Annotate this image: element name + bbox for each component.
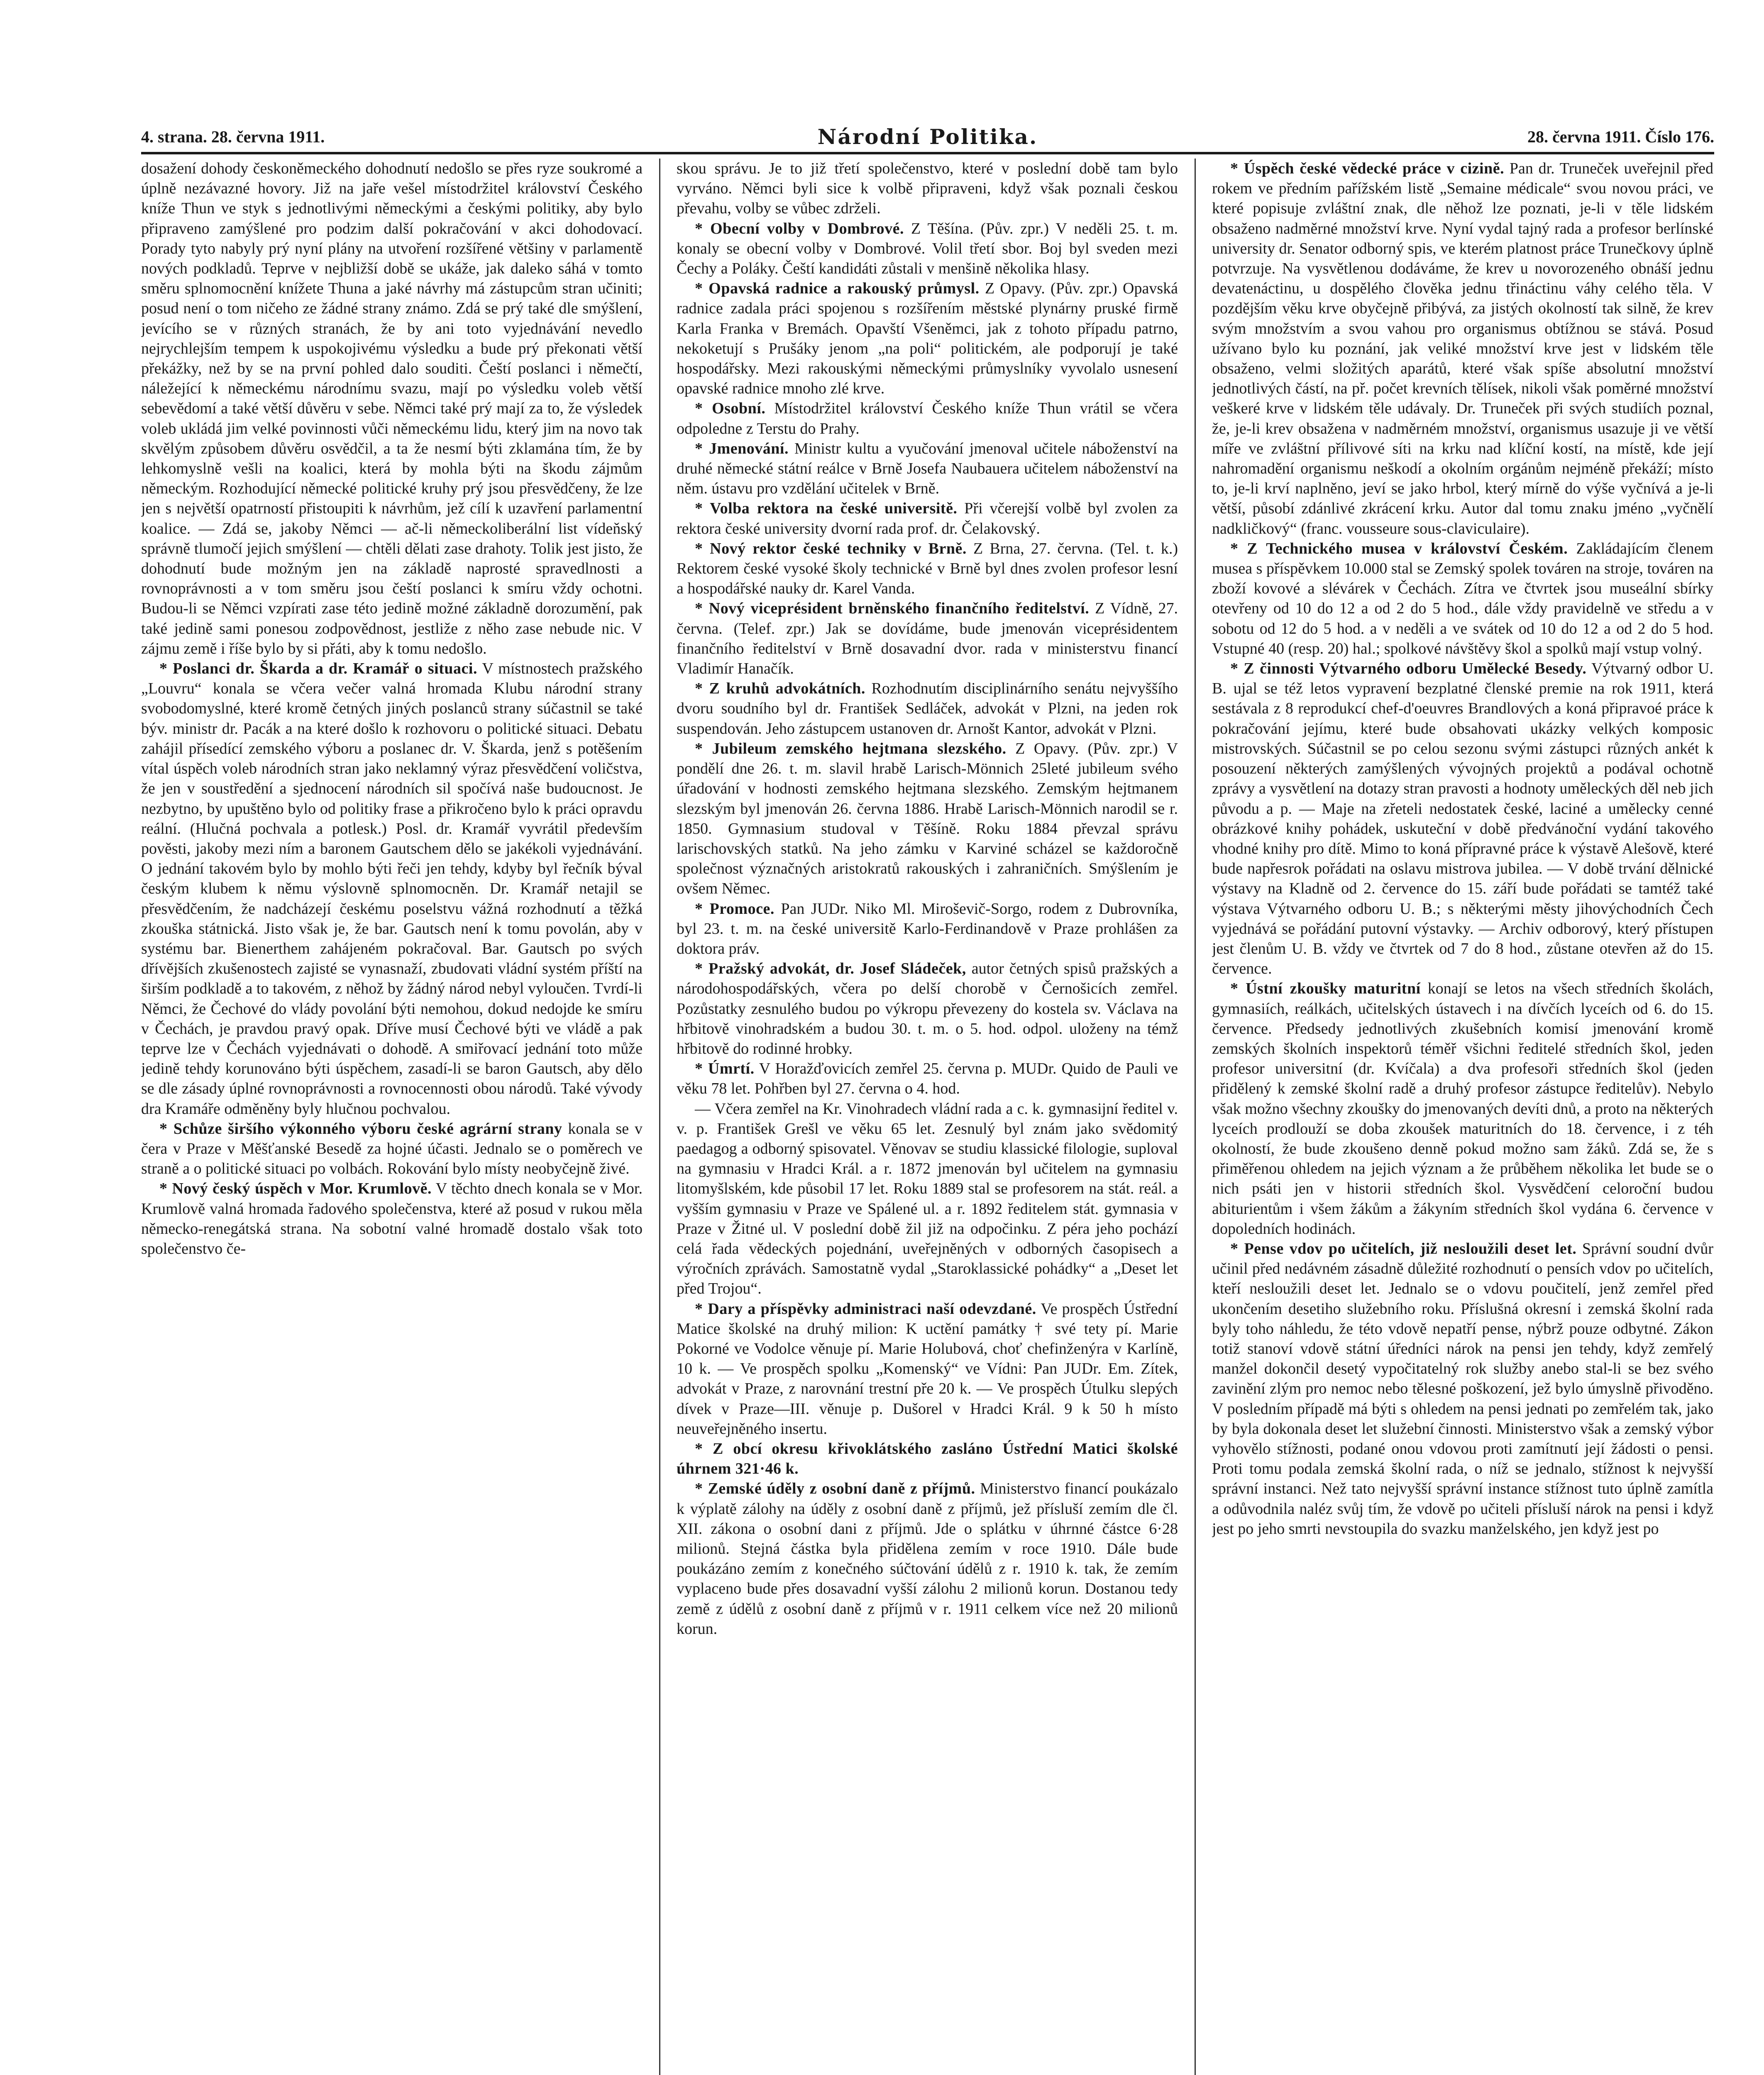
article-heading: * Pražský advokát, dr. Josef Sládeček, — [695, 960, 966, 978]
paragraph-text: Ve prospěch Ústřední Matice školské na druhý milion: K uctění památky † své tety pí. Marie Pokorné ve Vodolce věnuje pí. Marie Holubová, choť chefinženýra v Karlíně, 10 k. — Ve prospěch spolku „Komenský“ ve Vídni: Pan JUDr. Em. Zítek, advokát v Praze, z narovnání trestní pře 20 k. — Ve prospěch Útulku slepých dívek v Praze—III. věnuje p. Dušorel v Hradci Král. 9 k 50 h místo neuveřejněného insertu. — [677, 1300, 1178, 1438]
header-issue-right: 28. června 1911. Číslo 176. — [1527, 127, 1714, 146]
newspaper-title: Národní Politika. — [817, 124, 1038, 149]
article-paragraph — [1212, 159, 1713, 539]
article-paragraph — [677, 1299, 1178, 1439]
article-heading: * Opavská radnice a rakouský průmysl. — [695, 280, 980, 298]
paragraph-text: autor četných spisů pražských a národohospodářských, včera po delší chorobě v Černošicích zemřel. Pozůstatky zesnulého budou po výkropu převezeny do kostela sv. Václava na hřbitově vinohradském a budou 30. t. m. o 5. hod. odpol. uloženy na témž hřbitově do rodinné hrobky. — [677, 960, 1178, 1057]
article-paragraph — [141, 659, 643, 1119]
article-paragraph — [677, 278, 1178, 398]
article-paragraph — [677, 959, 1178, 1059]
header-date-left: 4. strana. 28. června 1911. — [141, 127, 325, 146]
column-divider — [1195, 159, 1196, 2075]
paragraph-text: Rozhodnutím disciplinárního senátu nejvyššího dvoru soudního byl dr. František Sedláček, advokát v Plzni, na jeden rok suspendován. Jeho zástupcem ustanoven dr. Arnošt Kantor, advokát v Plzni. — [677, 680, 1178, 737]
article-paragraph — [677, 679, 1178, 739]
article-paragraph — [141, 1179, 643, 1259]
article-paragraph — [677, 739, 1178, 899]
header-rule — [141, 152, 1714, 154]
paragraph-text: Z Těšína. (Pův. zpr.) V neděli 25. t. m. konaly se obecní volby v Dombrové. Volil třetí sbor. Boj byl sveden mezi Čechy a Poláky. Čeští kandidáti zůstali v menšině několika hlasy. — [677, 220, 1178, 278]
paragraph-text: V těchto dnech konala se v Mor. Krumlově valná hromada řadového společenstva, které až posud v rukou měla německo-renegátská strana. Na sobotní valné hromadě dostalo však toto společenstvo če- — [141, 1180, 643, 1257]
article-paragraph — [141, 1119, 643, 1179]
paragraph-text: dosažení dohody českoněmeckého dohodnutí nedošlo se přes ryze soukromé a úplně nezávazné hovory. Již na jaře vešel místodržitel království Českého kníže Thun ve styk s jednotlivými německými a českými politiky, aby bylo připraveno zamýšlené pro podzim další pokračování v akci dohodovací. Porady tyto nabyly prý nyní plány na utvoření rozšířené většiny v parlamentě nových podkladů. Teprve v nejbližší době se ukáže, jak daleko sáhá v tomto směru splnomocnění knížete Thuna a jaké návrhy má zástupcům stran učiniti; posud není o tom ničeho ze žádné strany známo. Zdá se prý také dle smýšlení, jevícího se v různých stranách, že by ani toto vyjednávání nevedlo nejrychlejším tempem k uspokojivému výsledku a bude prý překonati větší překážky, než by se na první pohled dalo souditi. Čeští poslanci i němečtí, náležející k německému národnímu svazu, mají po výsledku voleb větší sebevědomí a také větší důvěru v sebe. Němci také prý mají za to, že výsledek voleb ukládá jim velké povinnosti vůči německému lidu, který jim na novo tak skvělým způsobem důvěru osvědčil, a ta že nesmí býti zklamána tím, že by lehkomyslně vešli na koalici, která by mohla býti na škodu zájmům německým. Rozhodující německé politické kruhy prý jsou přesvědčeny, že lze jen s největší opatrností přistoupiti k návrhům, jež cílí k uzavření parlamentní koalice. — Zdá se, jakoby Němci — ač-li německoliberální list vídeňský správně tlumočí jejich smýšlení — chtěli dělati zase drahoty. Tolik jest jisto, že dohodnutí bude možným jen na základě naprosté spravedlnosti a rovnoprávnosti a v tom směru jsou čeští poslanci k smíru vždy ochotni. Budou-li se Němci vzpírati zase této jedině možné základně dorozumění, pak také jedině sami ponesou zodpovědnost, jestliže z něho zase nebude nic. V zájmu země i říše bylo by si přáti, aby k tomu nedošlo. — [141, 160, 643, 657]
article-paragraph — [677, 899, 1178, 959]
article-paragraph — [1212, 539, 1713, 659]
paragraph-text: Ministerstvo financí poukázalo k výplatě zálohy na úděly z osobní daně z příjmů, jež přísluší zemím dle čl. XII. zákona o osobní dani z příjmů. Jde o splátku v úhrnné částce 6·28 milionů. Stejná částka byla přidělena zemím v roce 1910. Dále bude poukázáno zemím z konečného súčtování údělů z r. 1910 k. tak, že zemím vyplaceno bude přes dosavadní vyšší zálohu 2 milionů korun. Dostanou tedy země z údělů z osobní daně z příjmů v r. 1911 celkem více než 20 milionů korun. — [677, 1480, 1178, 1638]
paragraph-text: Při včerejší volbě byl zvolen za rektora české university dvorní rada prof. dr. Čelakovský. — [677, 500, 1178, 537]
article-paragraph — [677, 498, 1178, 538]
paragraph-text: Správní soudní dvůr učinil před nedávném zásadně důležité rozhodnutí o pensích vdov po učitelích, kteří nesloužili deset let. Jednalo se o vdovu poučitelí, jenž zemřel před ukončením desetiho služebního roku. Příslušná okresní i zemská školní rada byly toho náhledu, že této vdově nepatří pense, nýbrž pouze odbytné. Zákon totiž stanoví vdově státní úředníci nárok na pensi jen tehdy, když zemřelý manžel dokončil desetý vypočitatelný rok služby anebo stal-li se bez svého zavinění zlým pro nemoc nebo tělesné poškození, jež bylo úmyslně přivoděno. V posledním případě má býti s ohledem na pensi jednati po zemřelém tak, jako by byla dokonala deset let služební činnosti. Ministerstvo však a zemský výbor vyhovělo stížnosti, podané onou vdovou proti zamítnutí její žádosti o pensi. Proti tomu podala zemská školní rada, o níž se jednalo, stížnost k nejvyšší správní instanci. Než tato nejvyšší správní instance stížnost tuto úplně zamítla a odůvodnila naléz svůj tím, že vdově po učiteli přísluší nárok na pensi i když jest po jeho smrti nevstoupila do svazku manželského, jen když jest po — [1212, 1240, 1713, 1538]
article-heading: * Schůze širšího výkonného výboru české agrární strany — [159, 1120, 562, 1138]
paragraph-text: Z Opavy. (Pův. zpr.) V pondělí dne 26. t. m. slavil hrabě Larisch-Mönnich 25leté jubileum svého úřadování v hodnosti zemského hejtmana slezského. Zemským hejtmanem slezským byl jmenován 26. června 1886. Hrabě Larisch-Mönnich narodil se r. 1850. Gymnasium studoval v Těšíně. Roku 1884 převzal správu larischovských statků. Na jeho zámku v Karviné scházel se každoročně společnost význačných aristokratů rakouských i zahraničních. Smýšlením je ovšem Němec. — [677, 740, 1178, 898]
paragraph-text: Ministr kultu a vyučování jmenoval učitele náboženství na druhé německé státní reálce v Brně Josefa Naubauera učitelem náboženství na něm. ústavu pro vzdělání učitelek v Brně. — [677, 439, 1178, 498]
article-heading: * Úspěch české vědecké práce v cizině. — [1230, 160, 1505, 177]
paragraph-text: Z Brna, 27. června. (Tel. t. k.) Rektorem české vysoké školy technické v Brně byl dnes zvolen profesor lesní a hospodářské nauky dr. Karel Vanda. — [677, 540, 1178, 598]
article-heading: * Nový rektor české techniky v Brně. — [695, 540, 967, 557]
paragraph-text: konají se letos na všech středních školách, gymnasiích, reálkách, učitelských ústavech i na dívčích lyceích od 6. do 15. července. Předsedy jednotlivých zkušebních komisí jmenování kromě zemských školních inspektorů téměř všichni ředitelé středních škol, jeden profesor universitní (dr. Kvíčala) a dva profesoři středních škol (jeden přidělený k zemské školní radě a druhý profesor zástupce ředitelův). Nebylo však možno všechny zkoušky do jmenovaných devíti dnů, a proto na některých lyceích prodlouží se doba zkoušek maturitních do 18. července, i z téh okolností, že bude zkoušeno denně pokud možno sam žáků. Zdá se, že s přiměřenou ohledem na jejich význam a že průběhem několika let bude se o nich psáti jen v historii středních škol. Vysvědčení celoroční budou abiturientům i všem žákům a žákyním středních škol vydána 6. července v dopoledních hodinách. — [1212, 980, 1713, 1238]
paragraph-text: Z Vídně, 27. června. (Telef. zpr.) Jak se dovídáme, bude jmenován viceprésidentem finančního ředitelství v Brně dosavadní dvor. rada v ministerstvu financí Vladimír Hanačík. — [677, 600, 1178, 678]
article-paragraph — [1212, 1239, 1713, 1539]
article-paragraph — [677, 1099, 1178, 1299]
paragraph-text: Zakládajícím členem musea s příspěvkem 10.000 stal se Zemský spolek továren na stroje, továren na zboží kovové a slévárek v Čechách. Zítra ve čtvrtek jsou museální sbírky otevřeny od 10 do 12 a od 2 do 5 hod., dále vždy pravidelně ve středu a v sobotu od 12 do 5 hod. a v neděli a ve svátek od 10 do 12 a od 2 do 5 hod. Vstupné 40 (resp. 20) hal.; spolkové návštěvy škol a spolků mají vstup volný. — [1212, 540, 1713, 657]
page-header — [141, 124, 1714, 154]
article-heading: * Zemské úděly z osobní daně z příjmů. — [695, 1480, 975, 1498]
paragraph-text: Z Opavy. (Pův. zpr.) Opavská radnice zadala práci spojenou s rozšířením městské plynárny pruské firmě Karla Franka v Bremách. Opavští Všeněmci, jak z tohoto případu patrno, nekoketují s Prušáky jenom „na poli“ politickém, ale podporují je také hospodářsky. Mezi rakouskými německými průmyslníky vyvolalo usnesení opavské radnice mnoho zlé krve. — [677, 280, 1178, 398]
article-heading: * Z činnosti Výtvarného odboru Umělecké Besedy. — [1230, 660, 1587, 678]
paragraph-text: V místnostech pražského „Louvru“ konala se včera večer valná hromada Klubu národní strany svobodomyslné, které kromě četných jiných poslanců strany súčastnil se také býv. ministr dr. Pacák a na které došlo k rozhovoru o politické situaci. Debatu zahájil přísedící zemského výboru a poslanec dr. V. Škarda, jenž s potěšením vítal úspěch voleb národních stran jako neklamný výraz přesvědčení voličstva, že jen v soustředění a sjednocení národních sil spočívá naše budoucnost. Je nezbytno, by upuštěno bylo od politiky frase a přikročeno bylo k práci opravdu reální. (Hlučná pochvala a potlesk.) Posl. dr. Kramář vyvrátil především pověsti, jakoby mezi ním a baronem Gautschem dělo se jakékoli vyjednávání. O jednání takovém bylo by mohlo býti řeči jen tehdy, kdyby byl řečník býval českým klubem k němu výslovně splnomocněn. Dr. Kramář netajil se přesvědčením, že nadcházejí českému poselstvu vážná rozhodnutí a těžká zkouška státnická. Jisto však je, že bar. Gautsch není k tomu povolán, aby v systému bar. Bienerthem zahájeném pokračoval. Bar. Gautsch po svých dřívějších zkušenostech zajisté se vynasnaží, zbudovati vládní systém příští na širším podkladě a to takovém, z něhož by žádný národ nebyl vyloučen. Tvrdí-li Němci, že Čechové do vlády povolání býti nemohou, dokud nedojde ke smíru v Čechách, je pravdou pravý opak. Dříve musí Čechové býti ve vládě a pak teprve lze v Čechách vyjednávati o dohodě. A smiřovací jednání toto může jedině tehdy korunováno býti úspěchem, zasadí-li se baron Gautsch, aby dělo se dle zásady úplné rovnoprávnosti a rovnocennosti obou národů. Také vývody dra Kramáře odměněny byly hlučnou pochvalou. — [141, 660, 643, 1118]
column-left — [141, 159, 643, 2075]
paragraph-text: Výtvarný odbor U. B. ujal se též letos vypravení bezplatné členské premie na rok 1911, která sestávala z 8 reprodukcí chef-d'oeuvres Brandlových a koná připravoé práce k pokračování jejímu, které bude obsahovati ukázky velkých komposic mistrovských. Súčastnil se po celou sezonu svými zástupci různých ankét k posouzení některých zamýšlených vývojných projektů a podával ochotně zprávy a vysvětlení na dotazy stran pravosti a hodnoty uměleckých děl neb jich původu a p. — Maje na zřeteli nedostatek české, laciné a umělecky cenné obrázkové knihy pohádek, uskuteční v době předvánoční vydání takového vhodné knihy pro dítě. Mimo to koná přípravné práce k výstavě Alešově, které bude napřesrok pořádati na oslavu mistrova jubilea. — V době trvání dělnické výstavy na Kladně od 2. července do 15. září bude pořádati se tamtéž také výstava Výtvarného odboru U. B.; s některými městy jihovýchodních Čech vyjednává se pořádání putovní výstavky. — Archiv odborový, který přístupen jest členům U. B. vždy ve čtvrtek od 7 do 8 hod., zůstane otevřen až do 15. července. — [1212, 660, 1713, 978]
paragraph-text: V Horažďovicích zemřel 25. června p. MUDr. Quido de Pauli ve věku 78 let. Pohřben byl 27. června o 4. hod. — [677, 1060, 1178, 1098]
article-heading: * Z kruhů advokátních. — [695, 680, 865, 698]
paragraph-text: skou správu. Je to již třetí společenstvo, které v poslední době tam bylo vyrváno. Němci byli sice k volbě připraveni, když však poznali českou převahu, volby se vůbec zdrželi. — [677, 160, 1178, 217]
article-heading: * Pense vdov po učitelích, již nesloužili deset let. — [1230, 1240, 1577, 1257]
paragraph-text: — Včera zemřel na Kr. Vinohradech vládní rada a c. k. gymnasijní ředitel v. v. p. František Grešl ve věku 65 let. Zesnulý byl znám jako svědomitý paedagog a odborný spisovatel. Věnovav se studiu klassické filologie, suploval na gymnasiu v Hradci Král. a r. 1872 jmenován byl učitelem na gymnasiu litomyšlském, kde působil 17 let. Roku 1889 stal se profesorem na stát. reál. a vyšším gymnasiu v Praze ve Spálené ul. a r. 1892 ředitelem stát. gymnasia v Praze v Žitné ul. V poslední době žil již na odpočinku. Z péra jeho pochází celá řada vědeckých pojednání, uveřejněných v odborných časopisech a výročních zprávách. Samostatně vydal „Staroklassické pohádky“ a „Deset let před Trojou“. — [677, 1100, 1178, 1298]
article-paragraph — [1212, 979, 1713, 1239]
article-heading: * Nový český úspěch v Mor. Krumlově. — [159, 1180, 432, 1198]
paragraph-text: Místodržitel království Českého kníže Thun vrátil se včera odpoledne z Terstu do Prahy. — [677, 400, 1178, 437]
article-paragraph — [677, 439, 1178, 499]
newspaper-page — [141, 124, 1714, 2075]
paragraph-text: Pan JUDr. Niko Ml. Miroševič-Sorgo, rodem z Dubrovníka, byl 23. t. m. na české universitě Karlo-Ferdinandově v Praze prohlášen za doktora práv. — [677, 900, 1178, 957]
article-heading: * Jmenování. — [695, 439, 789, 457]
article-heading: * Ústní zkoušky maturitní — [1230, 980, 1421, 998]
article-heading: * Nový viceprésident brněnského finančního ředitelství. — [695, 600, 1090, 618]
article-heading: * Z obcí okresu křivoklátského zasláno Ústřední Matici školské úhrnem 321·46 k. — [677, 1440, 1178, 1478]
article-heading: * Obecní volby v Dombrové. — [695, 220, 904, 237]
article-heading: * Poslanci dr. Škarda a dr. Kramář o situaci. — [159, 660, 477, 678]
article-paragraph — [677, 1439, 1178, 1479]
article-paragraph — [677, 219, 1178, 279]
article-heading: * Jubileum zemského hejtmana slezského. — [695, 740, 1007, 757]
article-heading: * Dary a příspěvky administraci naší odevzdané. — [695, 1300, 1036, 1318]
column-middle — [677, 159, 1178, 2075]
article-paragraph — [677, 1059, 1178, 1099]
article-paragraph — [677, 539, 1178, 599]
article-paragraph — [141, 159, 643, 659]
article-paragraph — [1212, 659, 1713, 979]
article-heading: * Z Technického musea v království Českém. — [1230, 540, 1568, 557]
article-paragraph — [677, 159, 1178, 219]
article-heading: * Promoce. — [695, 900, 774, 918]
column-divider — [659, 159, 660, 2075]
article-heading: * Úmrtí. — [695, 1060, 755, 1078]
paragraph-text: konala se v čera v Praze v Měšťanské Besedě za hojné účasti. Jednalo se o poměrech ve straně a o politické situaci po volbách. Rokování bylo místy neobyčejně živé. — [141, 1120, 643, 1178]
article-paragraph — [677, 1479, 1178, 1639]
paragraph-text: Pan dr. Truneček uveřejnil před rokem ve předním pařížském listě „Semaine médicale“ svou novou práci, ve které popisuje zvláštní znak, dle něhož lze poznati, je-li v těle lidském obsaženo nadměrné množství krve. Nyní vydal tajný rada a profesor berlínské university dr. Senator odborný spis, ve kterém platnost práce Trunečkovy úplně potvrzuje. Na vysvětlenou dodáváme, že krev u novorozeného obnáší jednu devatenáctinu, u dospělého člověka jednu třináctinu váhy celého těla. V pozdějším věku krve obyčejně přibývá, za jistých okolností tak silně, že krev svým množstvím a svou vahou pro organismus obtížnou se stává. Posud užívano bylo ku poznání, jak veliké množství krve jest v lidském těle obsaženo, velmi složitých aparátů, které však spíše absolutní množství jednotlivých částí, na př. počet krevních tělísek, nikoli však poměrné množství veškeré krve v lidském těle udávaly. Dr. Truneček při svých studiích poznal, že, je-li krev obsažena v nadměrném množství, organismus usazuje ji ve větší míře ve zvláštní přílivové síti na krku nad klíční kostí, na místě, kde její nahromadění organismu neškodí a okolním orgánům nejméně překáží; místo to, je-li krví naplněno, jeví se jako hrbol, který mírně do výše vyčnívá a je-li větší, působí zdánlivé zkrácení krku. Autor dal tomu znaku jméno „vyčnělí nadkličkový“ (franc. vousseure sous-claviculaire). — [1212, 160, 1713, 537]
article-paragraph — [677, 398, 1178, 438]
article-heading: * Volba rektora na české universitě. — [695, 500, 958, 518]
column-right — [1212, 159, 1713, 2075]
article-heading: * Osobní. — [695, 400, 766, 417]
article-paragraph — [677, 598, 1178, 679]
